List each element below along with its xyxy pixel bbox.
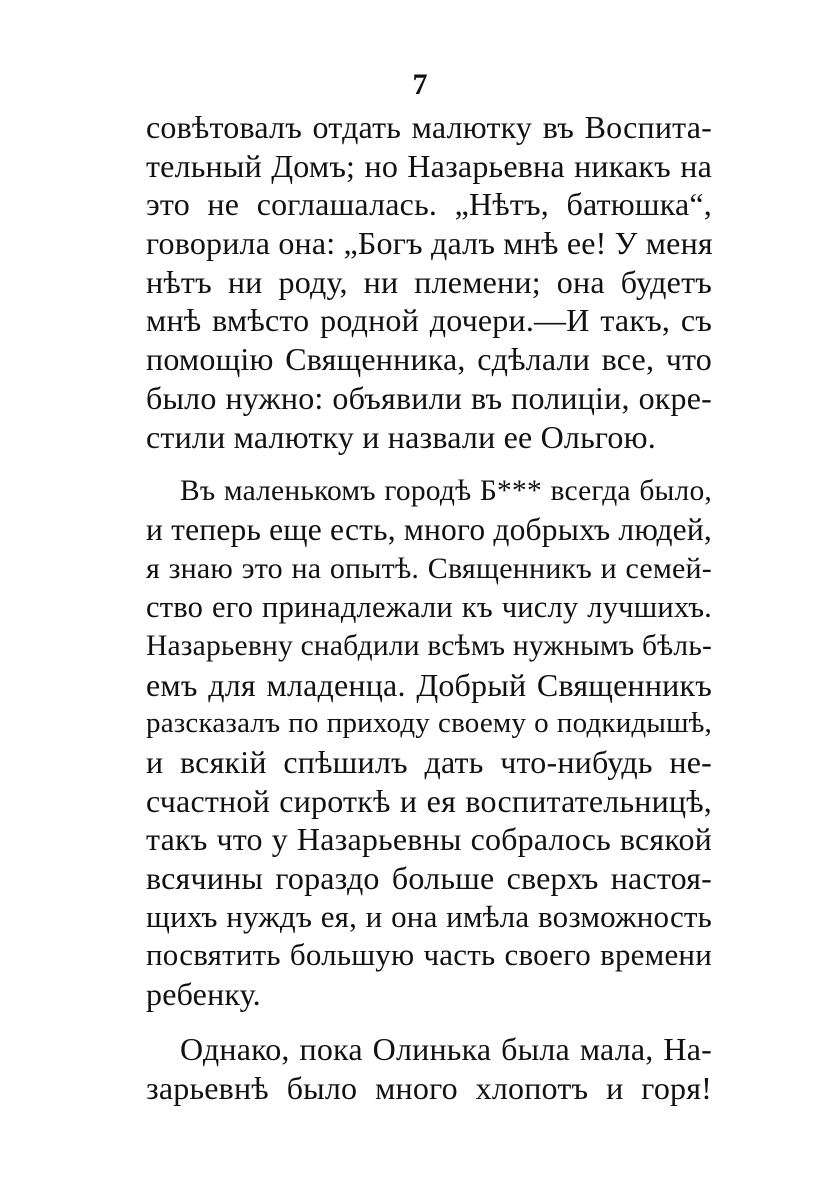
text-line: емъ для младенца. Добрый Священникъ: [146, 666, 712, 703]
text-line: нѣтъ ни роду, ни племени; она будетъ: [146, 263, 712, 300]
text-line: и теперь еще есть, много добрыхъ людей,: [146, 511, 712, 547]
paragraph-1: [146, 108, 712, 456]
text-line: было нужно: объявили въ полиціи, окре-: [146, 379, 712, 416]
text-line: посвятить большую часть своего времени: [146, 937, 712, 973]
text-line: ребенку.: [146, 976, 261, 1013]
page-text: [146, 108, 712, 1107]
text-line: тельный Домъ; но Назарьевна никакъ на: [146, 147, 712, 184]
text-line: говорила она: „Богъ далъ мнѣ ее! У меня: [146, 225, 713, 262]
paragraph-2: [146, 472, 712, 1014]
paragraph-spacer: [146, 456, 712, 472]
text-line: я знаю это на опытѣ. Священникъ и семей-: [146, 551, 712, 585]
text-line: счастной сироткѣ и ея воспитательницѣ,: [146, 782, 712, 819]
text-line: Въ маленькомъ городѣ Б*** всегда было,: [180, 475, 712, 508]
text-line: помощію Священника, сдѣлали все, что: [146, 341, 712, 378]
page-number: 7: [412, 68, 428, 101]
text-line: Однако, пока Олинька была мала, На-: [180, 1030, 712, 1067]
text-line: Назарьевну снабдили всѣмъ нужнымъ бѣль-: [146, 629, 712, 662]
paragraph-3: [146, 1030, 712, 1107]
text-line: это не соглашалась. „Нѣтъ, батюшка“,: [146, 186, 712, 223]
paragraph-spacer: [146, 1014, 712, 1030]
text-line: зарьевнѣ было много хлопотъ и горя!: [146, 1069, 712, 1106]
text-line: совѣтовалъ отдать малютку въ Воспита-: [146, 109, 712, 145]
text-line: стили малютку и назвали ее Ольгою.: [146, 418, 656, 455]
text-line: ство его принадлежали къ числу лучшихъ.: [146, 590, 712, 625]
text-line: мнѣ вмѣсто родной дочери.—И такъ, съ: [146, 302, 712, 339]
text-line: разсказалъ по приходу своему о подкидышѣ,: [146, 707, 712, 740]
text-line: и всякій спѣшилъ дать что-нибудь не-: [146, 744, 712, 780]
text-line: щихъ нуждъ ея, и она имѣла возможность: [146, 898, 712, 934]
text-line: такъ что у Назарьевны собралось всякой: [146, 821, 712, 858]
text-line: всячины гораздо больше сверхъ настоя-: [146, 860, 712, 897]
